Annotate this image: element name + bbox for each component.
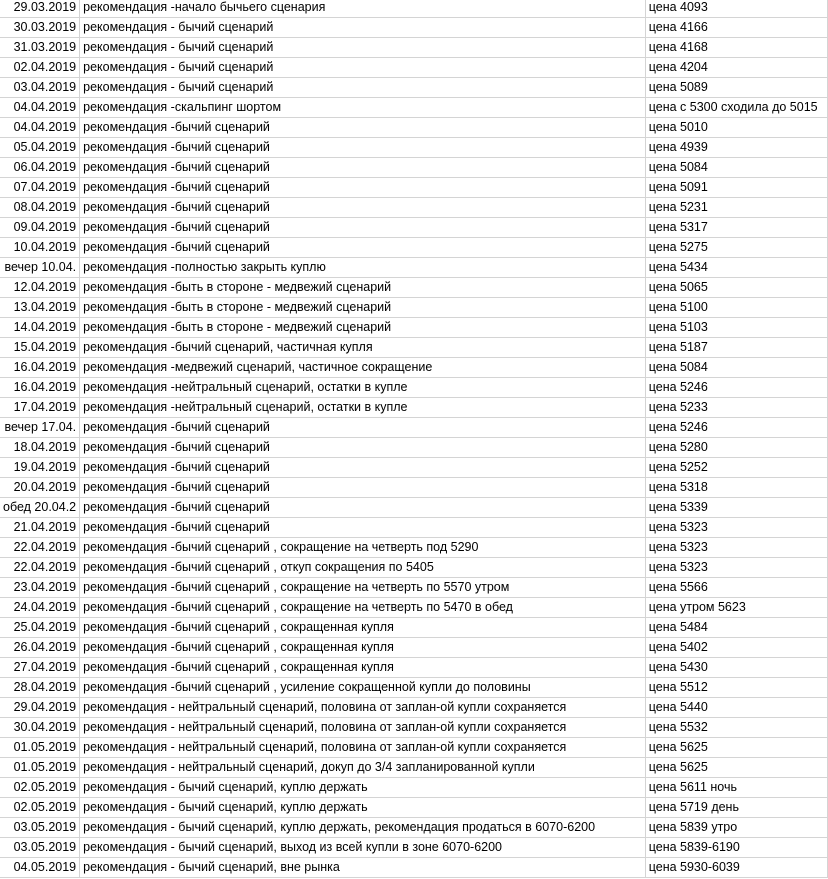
recommendation-cell[interactable]: рекомендация - бычий сценарий, куплю держать, рекомендация продаться в 6070-6200: [80, 818, 646, 838]
price-cell[interactable]: цена 5246: [645, 378, 827, 398]
recommendation-cell[interactable]: рекомендация -нейтральный сценарий, остатки в купле: [80, 378, 646, 398]
price-cell[interactable]: цена 5233: [645, 398, 827, 418]
date-cell[interactable]: 08.04.2019: [0, 198, 80, 218]
date-cell[interactable]: 01.05.2019: [0, 758, 80, 778]
price-cell[interactable]: цена 5187: [645, 338, 827, 358]
recommendation-cell[interactable]: рекомендация -бычий сценарий: [80, 118, 646, 138]
price-cell[interactable]: цена 5280: [645, 438, 827, 458]
table-row: [0, 778, 828, 798]
price-cell[interactable]: цена 5611 ночь: [645, 778, 827, 798]
price-cell[interactable]: цена 5231: [645, 198, 827, 218]
recommendation-cell[interactable]: рекомендация -бычий сценарий: [80, 518, 646, 538]
recommendation-cell[interactable]: рекомендация -бычий сценарий: [80, 178, 646, 198]
price-cell[interactable]: цена 5065: [645, 278, 827, 298]
price-cell[interactable]: цена 5930-6039: [645, 858, 827, 878]
date-cell[interactable]: 28.04.2019: [0, 678, 80, 698]
price-cell[interactable]: цена 5484: [645, 618, 827, 638]
table-row: [0, 358, 828, 378]
price-cell[interactable]: цена 5625: [645, 738, 827, 758]
price-cell[interactable]: цена 5440: [645, 698, 827, 718]
recommendation-cell[interactable]: рекомендация - бычий сценарий: [80, 78, 646, 98]
date-cell[interactable]: обед 20.04.2: [0, 498, 80, 518]
price-cell[interactable]: цена 5719 день: [645, 798, 827, 818]
date-cell[interactable]: 04.05.2019: [0, 858, 80, 878]
recommendation-cell[interactable]: рекомендация -бычий сценарий , откуп сокращения по 5405: [80, 558, 646, 578]
date-cell[interactable]: 02.05.2019: [0, 778, 80, 798]
date-cell[interactable]: 20.04.2019: [0, 478, 80, 498]
date-cell[interactable]: 22.04.2019: [0, 538, 80, 558]
recommendation-cell[interactable]: рекомендация - бычий сценарий, выход из всей купли в зоне 6070-6200: [80, 838, 646, 858]
table-row: [0, 678, 828, 698]
table-row: [0, 198, 828, 218]
recommendation-cell[interactable]: рекомендация -бычий сценарий: [80, 198, 646, 218]
table-row: [0, 578, 828, 598]
recommendation-cell[interactable]: рекомендация - бычий сценарий, вне рынка: [80, 858, 646, 878]
table-row: [0, 538, 828, 558]
table-row: [0, 378, 828, 398]
date-cell[interactable]: 19.04.2019: [0, 458, 80, 478]
recommendation-cell[interactable]: рекомендация -бычий сценарий: [80, 138, 646, 158]
price-cell[interactable]: цена 5100: [645, 298, 827, 318]
table-row: [0, 478, 828, 498]
date-cell[interactable]: 15.04.2019: [0, 338, 80, 358]
table-row: [0, 858, 828, 878]
recommendation-cell[interactable]: рекомендация -бычий сценарий , сокращенная купля: [80, 638, 646, 658]
date-cell[interactable]: 30.04.2019: [0, 718, 80, 738]
recommendation-cell[interactable]: рекомендация -начало бычьего сценария: [80, 0, 646, 18]
table-row: [0, 458, 828, 478]
price-cell[interactable]: цена 5091: [645, 178, 827, 198]
table-row: [0, 438, 828, 458]
recommendation-cell[interactable]: рекомендация -нейтральный сценарий, остатки в купле: [80, 398, 646, 418]
price-cell[interactable]: цена 5532: [645, 718, 827, 738]
price-cell[interactable]: цена 4204: [645, 58, 827, 78]
price-cell[interactable]: цена 5084: [645, 358, 827, 378]
date-cell[interactable]: 03.05.2019: [0, 838, 80, 858]
table-row: [0, 98, 828, 118]
table-row: [0, 258, 828, 278]
price-cell[interactable]: цена 5318: [645, 478, 827, 498]
recommendation-cell[interactable]: рекомендация - нейтральный сценарий, докуп до 3/4 запланированной купли: [80, 758, 646, 778]
price-cell[interactable]: цена 5839-6190: [645, 838, 827, 858]
date-cell[interactable]: 31.03.2019: [0, 38, 80, 58]
price-cell[interactable]: цена 5246: [645, 418, 827, 438]
price-cell[interactable]: цена 4939: [645, 138, 827, 158]
table-row: [0, 558, 828, 578]
price-cell[interactable]: цена утром 5623: [645, 598, 827, 618]
date-cell[interactable]: 09.04.2019: [0, 218, 80, 238]
table-row: [0, 718, 828, 738]
date-cell[interactable]: 06.04.2019: [0, 158, 80, 178]
date-cell[interactable]: 17.04.2019: [0, 398, 80, 418]
price-cell[interactable]: цена 5103: [645, 318, 827, 338]
recommendation-cell[interactable]: рекомендация -бычий сценарий: [80, 438, 646, 458]
recommendation-cell[interactable]: рекомендация -бычий сценарий , сокращенная купля: [80, 618, 646, 638]
date-cell[interactable]: 13.04.2019: [0, 298, 80, 318]
table-row: [0, 398, 828, 418]
table-row: [0, 638, 828, 658]
recommendation-cell[interactable]: рекомендация -скальпинг шортом: [80, 98, 646, 118]
table-row: [0, 698, 828, 718]
date-cell[interactable]: 18.04.2019: [0, 438, 80, 458]
table-row: [0, 518, 828, 538]
date-cell[interactable]: 07.04.2019: [0, 178, 80, 198]
price-cell[interactable]: цена 5430: [645, 658, 827, 678]
date-cell[interactable]: 29.03.2019: [0, 0, 80, 18]
date-cell[interactable]: 16.04.2019: [0, 358, 80, 378]
table-row: [0, 238, 828, 258]
recommendation-cell[interactable]: рекомендация - бычий сценарий: [80, 18, 646, 38]
price-cell[interactable]: цена 5339: [645, 498, 827, 518]
recommendation-cell[interactable]: рекомендация - нейтральный сценарий, половина от заплан-ой купли сохраняется: [80, 738, 646, 758]
price-cell[interactable]: цена 4166: [645, 18, 827, 38]
table-row: [0, 298, 828, 318]
price-cell[interactable]: цена 5010: [645, 118, 827, 138]
table-row: [0, 178, 828, 198]
recommendation-cell[interactable]: рекомендация -бычий сценарий , сокращение на четверть под 5290: [80, 538, 646, 558]
recommendation-cell[interactable]: рекомендация -бычий сценарий: [80, 478, 646, 498]
recommendation-cell[interactable]: рекомендация -бычий сценарий: [80, 218, 646, 238]
recommendation-cell[interactable]: рекомендация -бычий сценарий: [80, 238, 646, 258]
recommendation-cell[interactable]: рекомендация -бычий сценарий: [80, 158, 646, 178]
price-cell[interactable]: цена 5839 утро: [645, 818, 827, 838]
price-cell[interactable]: цена 5512: [645, 678, 827, 698]
date-cell[interactable]: 14.04.2019: [0, 318, 80, 338]
date-cell[interactable]: 04.04.2019: [0, 98, 80, 118]
price-cell[interactable]: цена 5275: [645, 238, 827, 258]
table-row: [0, 418, 828, 438]
table-row: [0, 738, 828, 758]
date-cell[interactable]: 03.04.2019: [0, 78, 80, 98]
price-cell[interactable]: цена 5402: [645, 638, 827, 658]
table-row: [0, 798, 828, 818]
table-row: [0, 38, 828, 58]
table-row: [0, 838, 828, 858]
recommendation-cell[interactable]: рекомендация -бычий сценарий , сокращение на четверть по 5570 утром: [80, 578, 646, 598]
recommendation-cell[interactable]: рекомендация - бычий сценарий: [80, 38, 646, 58]
table-row: [0, 0, 828, 18]
date-cell[interactable]: 10.04.2019: [0, 238, 80, 258]
table-row: [0, 758, 828, 778]
table-row: [0, 658, 828, 678]
recommendation-cell[interactable]: рекомендация -быть в стороне - медвежий сценарий: [80, 278, 646, 298]
date-cell[interactable]: 01.05.2019: [0, 738, 80, 758]
table-row: [0, 278, 828, 298]
price-cell[interactable]: цена 5434: [645, 258, 827, 278]
price-cell[interactable]: цена 5323: [645, 538, 827, 558]
date-cell[interactable]: 23.04.2019: [0, 578, 80, 598]
date-cell[interactable]: 22.04.2019: [0, 558, 80, 578]
table-row: [0, 818, 828, 838]
table-row: [0, 118, 828, 138]
date-cell[interactable]: 24.04.2019: [0, 598, 80, 618]
date-cell[interactable]: 25.04.2019: [0, 618, 80, 638]
recommendation-cell[interactable]: рекомендация -бычий сценарий , сокращенная купля: [80, 658, 646, 678]
date-cell[interactable]: вечер 17.04.: [0, 418, 80, 438]
date-cell[interactable]: 29.04.2019: [0, 698, 80, 718]
date-cell[interactable]: 02.05.2019: [0, 798, 80, 818]
date-cell[interactable]: 16.04.2019: [0, 378, 80, 398]
recommendation-cell[interactable]: рекомендация -полностью закрыть куплю: [80, 258, 646, 278]
date-cell[interactable]: 26.04.2019: [0, 638, 80, 658]
date-cell[interactable]: вечер 10.04.: [0, 258, 80, 278]
recommendation-cell[interactable]: рекомендация -медвежий сценарий, частичное сокращение: [80, 358, 646, 378]
date-cell[interactable]: 02.04.2019: [0, 58, 80, 78]
price-cell[interactable]: цена 5323: [645, 558, 827, 578]
price-cell[interactable]: цена 4093: [645, 0, 827, 18]
date-cell[interactable]: 05.04.2019: [0, 138, 80, 158]
table-row: [0, 18, 828, 38]
date-cell[interactable]: 30.03.2019: [0, 18, 80, 38]
price-cell[interactable]: цена 5084: [645, 158, 827, 178]
table-row: [0, 58, 828, 78]
table-row: [0, 318, 828, 338]
date-cell[interactable]: 12.04.2019: [0, 278, 80, 298]
price-cell[interactable]: цена 5323: [645, 518, 827, 538]
table-row: [0, 218, 828, 238]
table-row: [0, 598, 828, 618]
table-row: [0, 78, 828, 98]
recommendation-cell[interactable]: рекомендация - бычий сценарий, куплю держать: [80, 798, 646, 818]
table-row: [0, 138, 828, 158]
table-row: [0, 498, 828, 518]
table-row: [0, 338, 828, 358]
recommendation-cell[interactable]: рекомендация -быть в стороне - медвежий сценарий: [80, 318, 646, 338]
price-cell[interactable]: цена 5317: [645, 218, 827, 238]
table-row: [0, 618, 828, 638]
table-row: [0, 158, 828, 178]
date-cell[interactable]: 27.04.2019: [0, 658, 80, 678]
recommendation-cell[interactable]: рекомендация -бычий сценарий, частичная купля: [80, 338, 646, 358]
recommendation-cell[interactable]: рекомендация -бычий сценарий , усиление сокращенной купли до половины: [80, 678, 646, 698]
price-cell[interactable]: цена 5252: [645, 458, 827, 478]
date-cell[interactable]: 04.04.2019: [0, 118, 80, 138]
recommendation-cell[interactable]: рекомендация -бычий сценарий: [80, 498, 646, 518]
date-cell[interactable]: 03.05.2019: [0, 818, 80, 838]
price-cell[interactable]: цена 4168: [645, 38, 827, 58]
recommendation-cell[interactable]: рекомендация - нейтральный сценарий, половина от заплан-ой купли сохраняется: [80, 718, 646, 738]
recommendation-cell[interactable]: рекомендация -бычий сценарий: [80, 458, 646, 478]
recommendation-cell[interactable]: рекомендация -бычий сценарий: [80, 418, 646, 438]
price-cell[interactable]: цена 5566: [645, 578, 827, 598]
price-cell[interactable]: цена 5625: [645, 758, 827, 778]
recommendation-cell[interactable]: рекомендация - бычий сценарий: [80, 58, 646, 78]
price-cell[interactable]: цена с 5300 сходила до 5015: [645, 98, 827, 118]
recommendation-cell[interactable]: рекомендация - бычий сценарий, куплю держать: [80, 778, 646, 798]
recommendation-cell[interactable]: рекомендация - нейтральный сценарий, половина от заплан-ой купли сохраняется: [80, 698, 646, 718]
recommendation-cell[interactable]: рекомендация -быть в стороне - медвежий сценарий: [80, 298, 646, 318]
date-cell[interactable]: 21.04.2019: [0, 518, 80, 538]
price-cell[interactable]: цена 5089: [645, 78, 827, 98]
recommendation-cell[interactable]: рекомендация -бычий сценарий , сокращение на четверть по 5470 в обед: [80, 598, 646, 618]
